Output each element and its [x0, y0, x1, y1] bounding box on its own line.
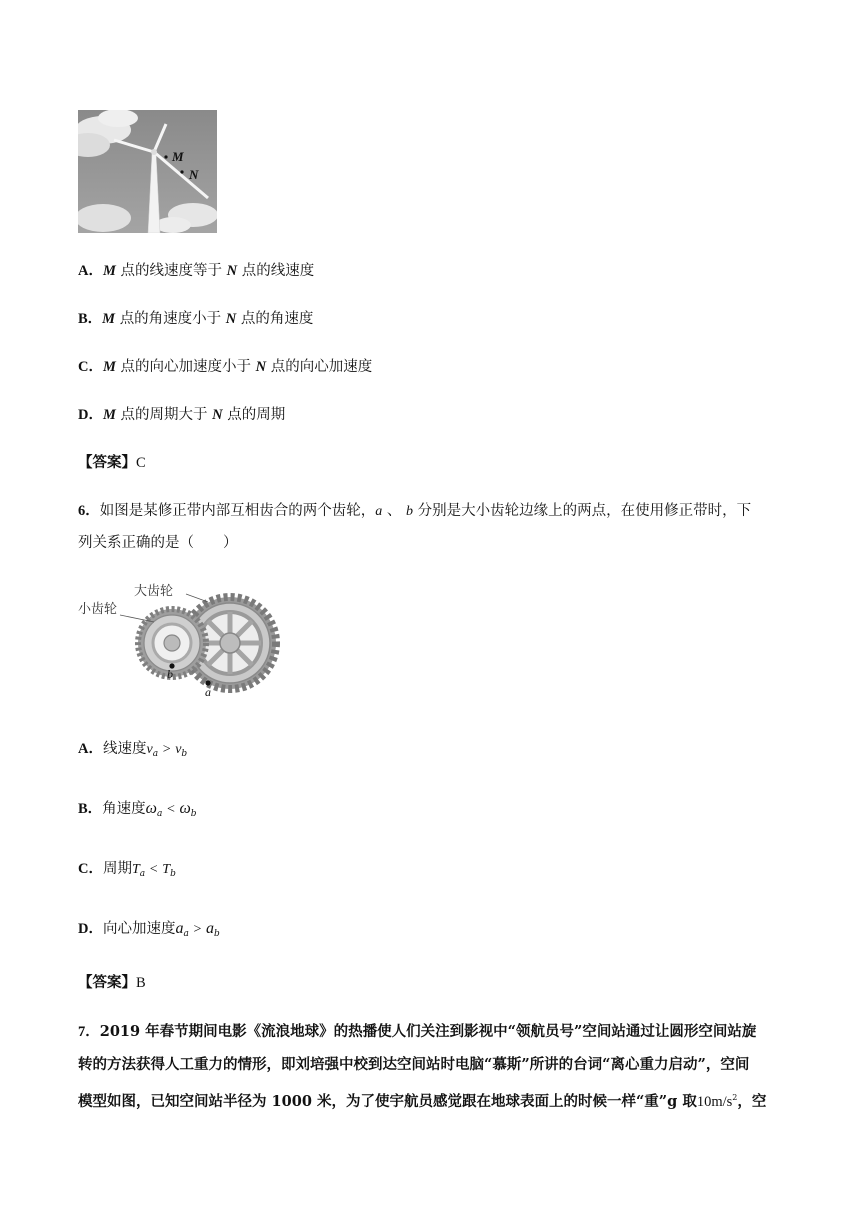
q7-line3: 模型如图，已知空间站半径为 1000 米，为了使宇航员感觉跟在地球表面上的时候一样“重”g 取$10m/s^2$，空 [78, 1093, 767, 1110]
q6-answer [78, 973, 146, 993]
point-m-label: M [172, 149, 184, 164]
point-a-label: a [205, 685, 211, 699]
big-gear-label: 大齿轮 [134, 584, 174, 599]
q6-stem-line2: 列关系正确的是（ ） [78, 535, 238, 551]
point-b-label: b [167, 667, 173, 681]
q5-option-d: D．M 点的周期大于 N 点的周期 [78, 406, 286, 423]
q7-line2: 转的方法获得人工重力的情形，即刘培强中校到达空间站时电脑“慕斯”所讲的台词“离心重力启动”，空间 [78, 1056, 750, 1073]
answer-label: 【答案】 [78, 974, 136, 991]
q5-option-c: C．M 点的向心加速度小于 N 点的向心加速度 [78, 358, 373, 375]
gear-illustration [78, 580, 283, 700]
q6-stem-line1: 6．如图是某修正带内部互相齿合的两个齿轮，a 、 b 分别是大小齿轮边缘上的两点，在使用修正带时，下 [78, 503, 752, 519]
q5-option-b: B．M 点的角速度小于 N 点的角速度 [78, 310, 314, 327]
q6-option-d: D．向心加速度$a_a > a_b$ [78, 920, 220, 939]
q6-option-b: B．角速度$\omega_a < \omega_b$ [78, 800, 197, 819]
answer-value: C [136, 455, 146, 471]
q6-option-a: A．线速度$v_a > v_b$ [78, 740, 188, 759]
q5-answer [78, 453, 146, 473]
q5-option-a: A．M 点的线速度等于 N 点的线速度 [78, 262, 315, 279]
small-gear-label: 小齿轮 [78, 602, 118, 617]
q7-line1: 7．2019 年春节期间电影《流浪地球》的热播使人们关注到影视中“领航员号”空间站通过让圆形空间站旋 [78, 1023, 757, 1040]
answer-label: 【答案】 [78, 454, 136, 471]
point-n-label: N [189, 167, 199, 182]
windmill-illustration [78, 110, 217, 233]
answer-value: B [136, 975, 146, 991]
q6-option-c: C．周期$T_a < T_b$ [78, 860, 176, 879]
gear-figure [78, 580, 283, 700]
windmill-figure [78, 110, 217, 233]
